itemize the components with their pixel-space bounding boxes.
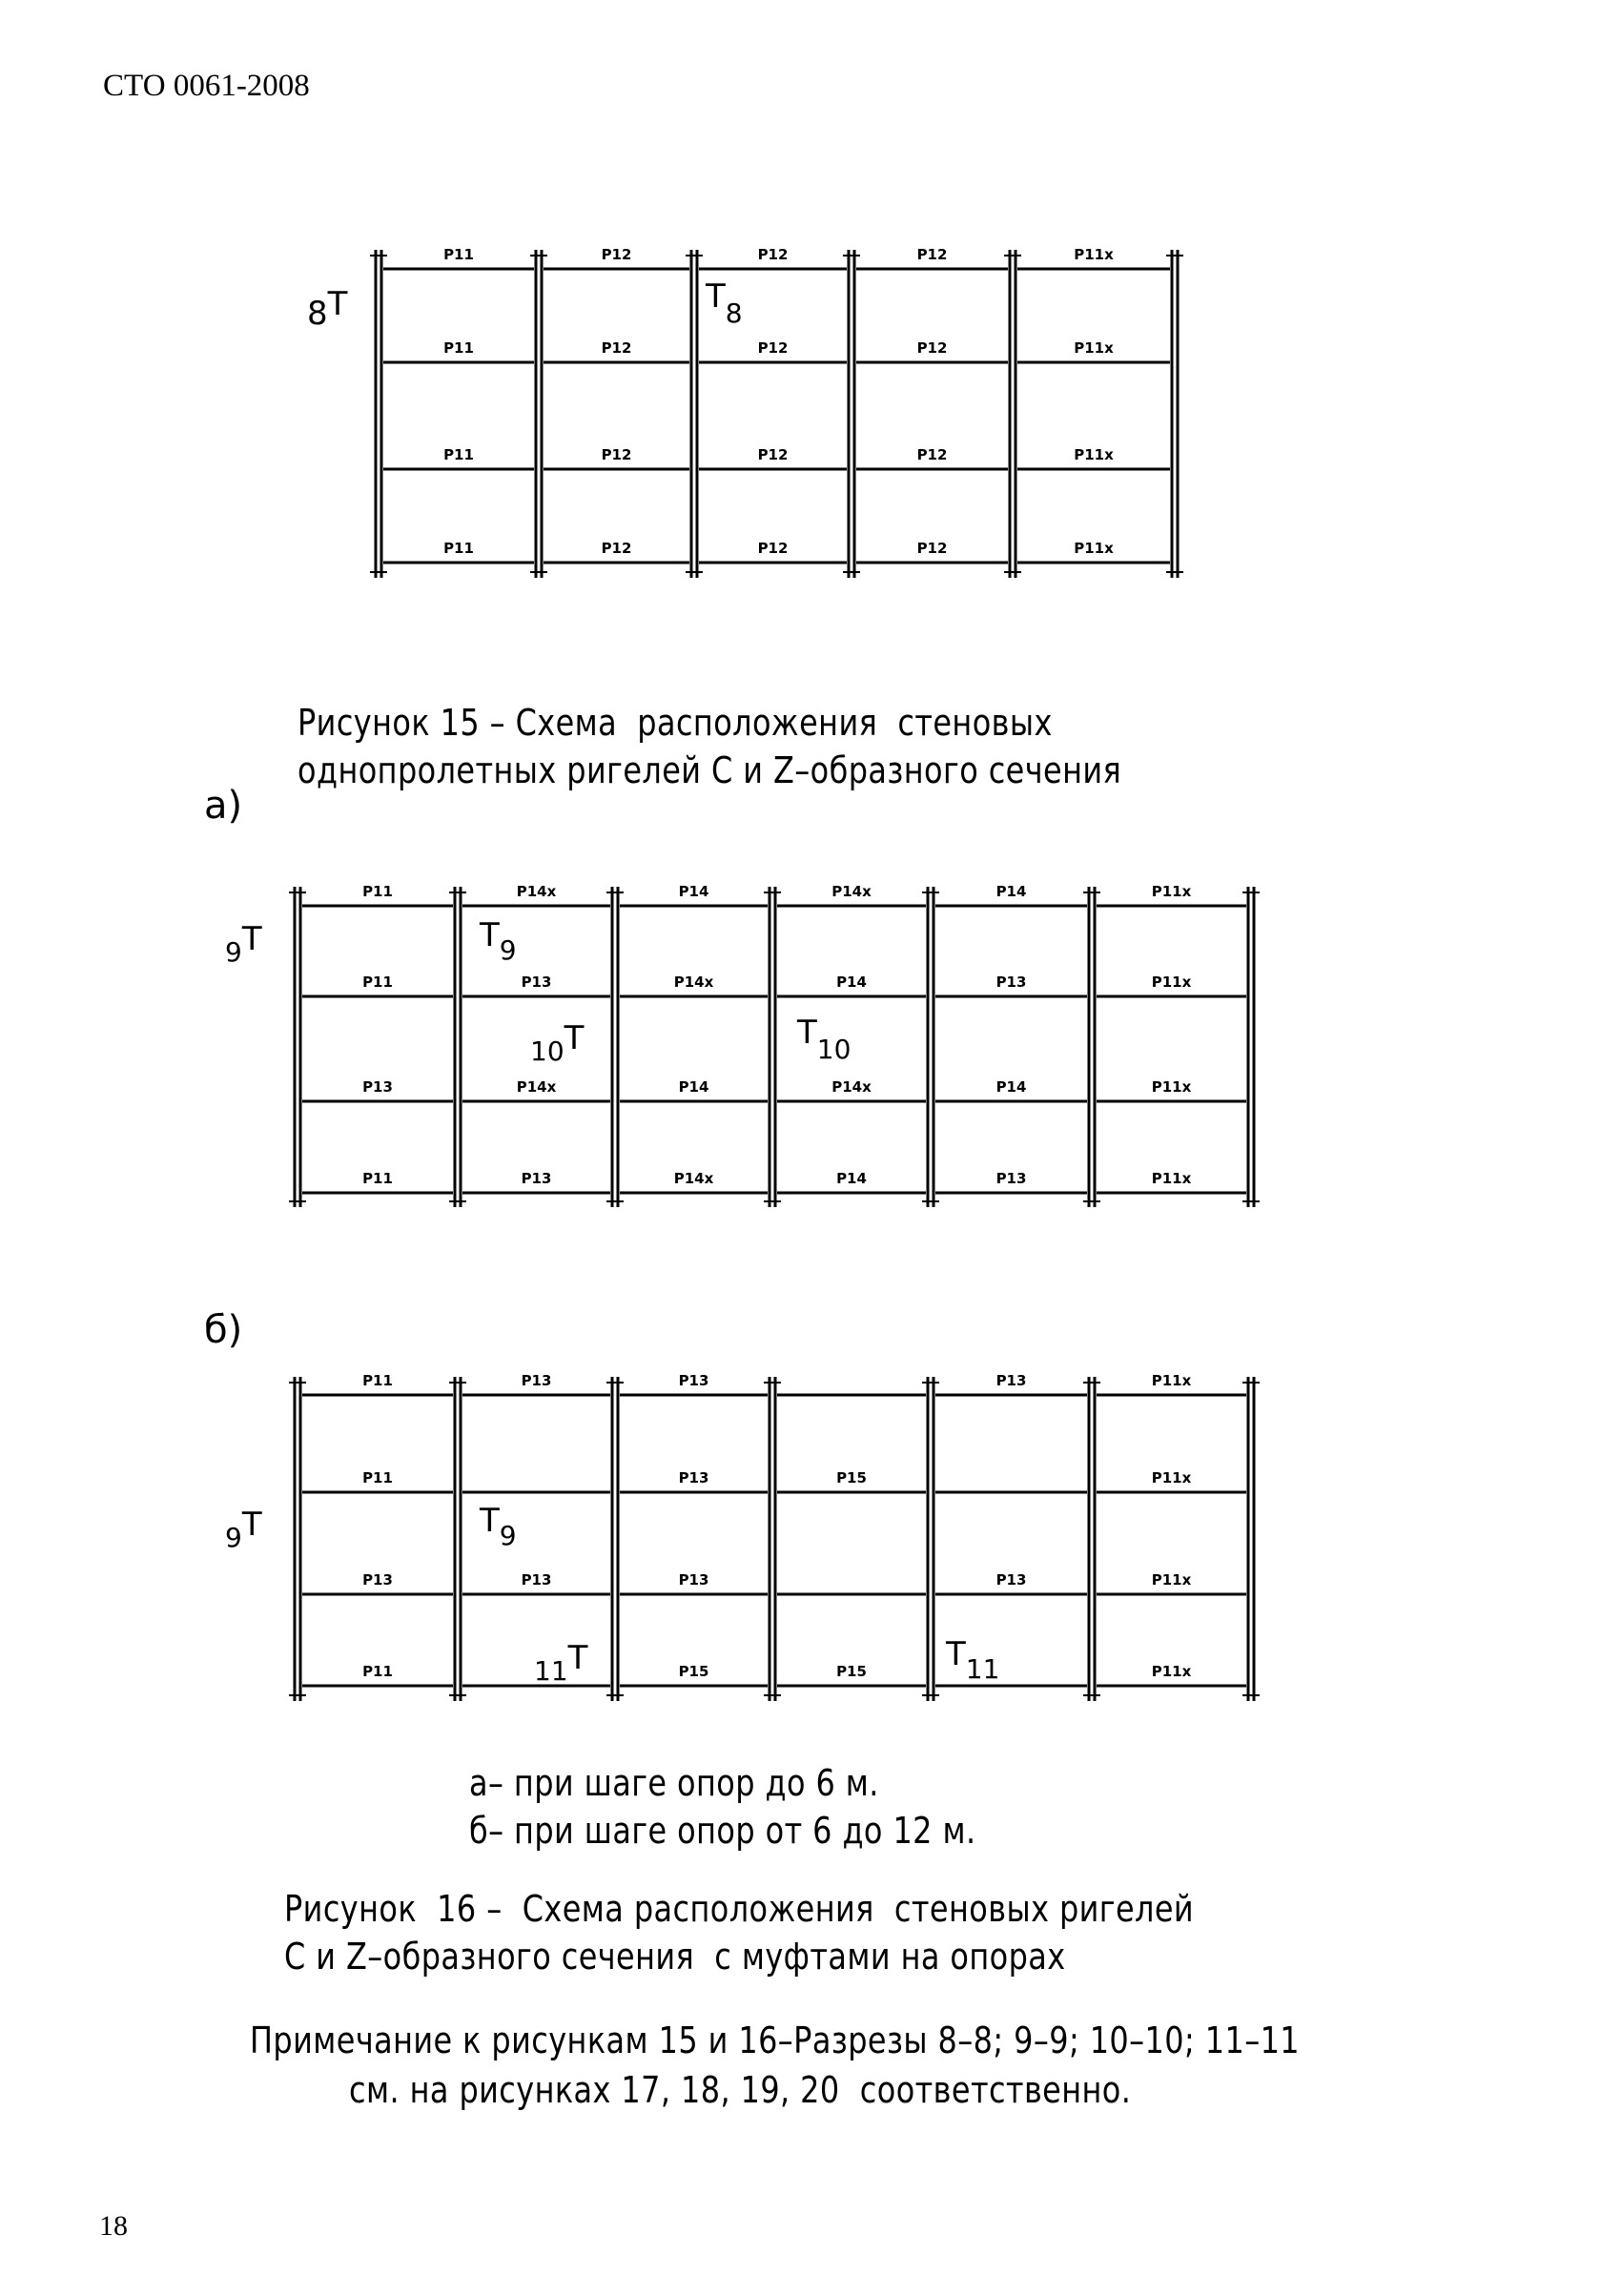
beam-label: Р14 [995,883,1027,900]
beam-label: Р11 [443,540,474,557]
beam-label: Р12 [601,246,632,263]
beam-label: Р13 [995,1170,1027,1187]
cut-mark-9-b: $Т_9$ [480,1502,517,1551]
beam-label: Р11 [443,246,474,263]
beam-label: Р15 [836,1663,867,1680]
beam-label: Р15 [836,1469,867,1486]
beam-label: Р13 [995,1571,1027,1589]
cut-mark-9-a: $Т_9$ [480,916,517,966]
beam-label: Р14х [516,1078,557,1096]
figure-16b-lines [289,1377,1260,1701]
beam-label: Р11х [1151,1372,1192,1389]
beam-label: Р14х [673,974,714,991]
beam-label: Р13 [521,1170,552,1187]
beam-label: Р11х [1074,540,1114,557]
cut-mark-10-left-a: 10Т [530,1019,585,1067]
figure-15-caption-line2: однопролетных ригелей С и Z–образного сечения [298,749,1122,791]
beam-label: Р13 [362,1571,393,1589]
beam-label: Р12 [757,540,789,557]
beam-label: Р12 [757,246,789,263]
cut-mark-10-a: $Т_{10}$ [797,1014,852,1065]
beam-label: Р11 [362,1170,393,1187]
beam-label: Р13 [995,974,1027,991]
note-line1: Примечание к рисункам 15 и 16–Разрезы 8–8; 9–9; 10–10; 11–11 [250,2019,1301,2061]
legend-b: б– при шаге опор от 6 до 12 м. [469,1810,976,1852]
document-header: СТО 0061-2008 [103,69,310,103]
cut-mark-11-left-b: 11Т [534,1639,588,1687]
beam-label: Р11х [1151,1078,1192,1096]
cut-mark-8-left: 8Т [307,285,348,333]
beam-label: Р13 [678,1372,709,1389]
cut-mark-11-b: $Т_{11}$ [946,1635,1000,1685]
beam-label: Р11х [1074,246,1114,263]
beam-label: Р13 [678,1571,709,1589]
beam-label: Р11 [362,1469,393,1486]
note-line2: см. на рисунках 17, 18, 19, 20 соответственно. [349,2069,1132,2111]
figure-16a-label: а) [204,784,243,828]
cut-mark-9-left-a: 9Т [225,920,262,968]
figure-16-caption-line2: С и Z–образного сечения с муфтами на опорах [284,1936,1066,1978]
beam-label: Р14 [836,1170,867,1187]
beam-label: Р12 [916,540,948,557]
beam-label: Р13 [521,1372,552,1389]
beam-label: Р13 [362,1078,393,1096]
beam-label: Р15 [678,1663,709,1680]
beam-label: Р12 [916,339,948,357]
beam-label: Р14 [995,1078,1027,1096]
page-number: 18 [99,2210,128,2242]
beam-label: Р12 [916,246,948,263]
figure-15-caption-line1: Рисунок 15 – Схема расположения стеновых [298,702,1053,744]
beam-label: Р12 [601,540,632,557]
beam-label: Р11 [362,1372,393,1389]
beam-label: Р11х [1151,1663,1192,1680]
beam-label: Р14 [678,1078,709,1096]
beam-label: Р11х [1151,974,1192,991]
beam-label: Р14х [831,1078,872,1096]
beam-label: Р13 [995,1372,1027,1389]
beam-label: Р11х [1151,1469,1192,1486]
figure-16b-label: б) [204,1308,243,1352]
beam-label: Р14х [673,1170,714,1187]
figure-16-caption-line1: Рисунок 16 – Схема расположения стеновых ригелей [284,1888,1195,1930]
beam-label: Р11 [362,883,393,900]
beam-label: Р14х [831,883,872,900]
beam-label: Р11 [362,1663,393,1680]
beam-label: Р14 [678,883,709,900]
beam-label: Р12 [757,339,789,357]
beam-label: Р11х [1151,883,1192,900]
beam-label: Р11х [1151,1571,1192,1589]
legend-a: а– при шаге опор до 6 м. [469,1762,879,1804]
beam-label: Р11 [362,974,393,991]
beam-label: Р12 [916,446,948,463]
beam-label: Р13 [521,1571,552,1589]
beam-label: Р13 [678,1469,709,1486]
beam-label: Р13 [521,974,552,991]
beam-label: Р11х [1074,446,1114,463]
cut-mark-9-left-b: 9Т [225,1506,262,1553]
beam-label: Р11х [1074,339,1114,357]
beam-label: Р11х [1151,1170,1192,1187]
beam-label: Р11 [443,446,474,463]
beam-label: Р11 [443,339,474,357]
cut-mark-8-inner: $Т_8$ [706,277,743,329]
beam-label: Р12 [601,339,632,357]
beam-label: Р12 [757,446,789,463]
beam-label: Р14х [516,883,557,900]
beam-label: Р12 [601,446,632,463]
beam-label: Р14 [836,974,867,991]
